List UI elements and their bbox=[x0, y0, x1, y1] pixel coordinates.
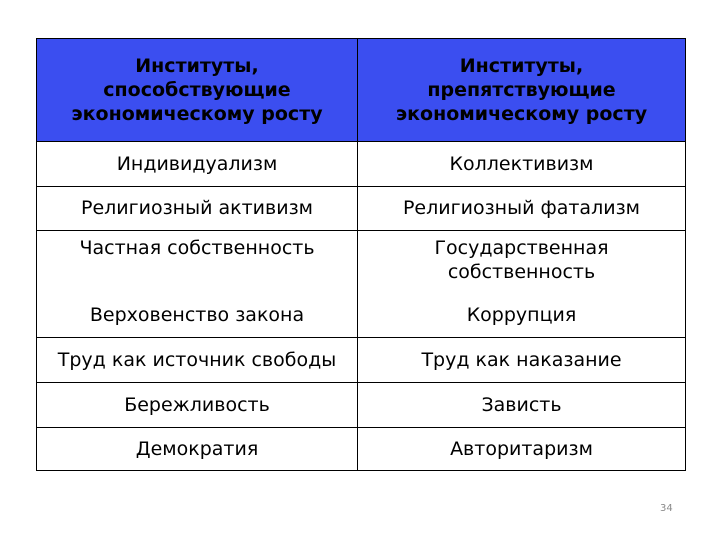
table-row bbox=[37, 292, 685, 338]
header-cell-hindering: Институты, препятствующие экономическому росту bbox=[395, 55, 648, 125]
table-row bbox=[37, 230, 685, 292]
table-cell-left: Бережливость bbox=[37, 382, 358, 427]
page-number: 34 bbox=[660, 503, 673, 514]
table-row bbox=[37, 427, 685, 470]
table-cell-right: Зависть bbox=[481, 393, 562, 416]
table-row bbox=[37, 141, 685, 187]
table-cell-right: Государственная собственность bbox=[434, 237, 609, 283]
table-cell-right: Религиозный фатализм bbox=[402, 197, 641, 219]
table-cell-right: Авторитаризм bbox=[450, 437, 593, 460]
table-row bbox=[37, 337, 685, 383]
table-row bbox=[37, 382, 685, 428]
table-cell-left: Верховенство закона bbox=[37, 292, 358, 337]
table-header-row bbox=[37, 39, 685, 142]
table-cell-right: Коррупция bbox=[466, 303, 577, 326]
table-cell-left: Религиозный активизм bbox=[37, 186, 358, 230]
table-cell-right: Коллективизм bbox=[449, 152, 594, 175]
institutions-table bbox=[36, 38, 686, 471]
table-cell-left: Демократия bbox=[37, 427, 358, 470]
table-cell-left: Частная собственность bbox=[37, 230, 358, 292]
table-cell-right: Труд как наказание bbox=[421, 348, 622, 371]
table-row bbox=[37, 186, 685, 231]
table-cell-left: Труд как источник свободы bbox=[37, 337, 358, 382]
table-cell-left: Индивидуализм bbox=[37, 141, 358, 186]
header-cell-promoting: Институты, способствующие экономическому росту bbox=[37, 39, 358, 141]
